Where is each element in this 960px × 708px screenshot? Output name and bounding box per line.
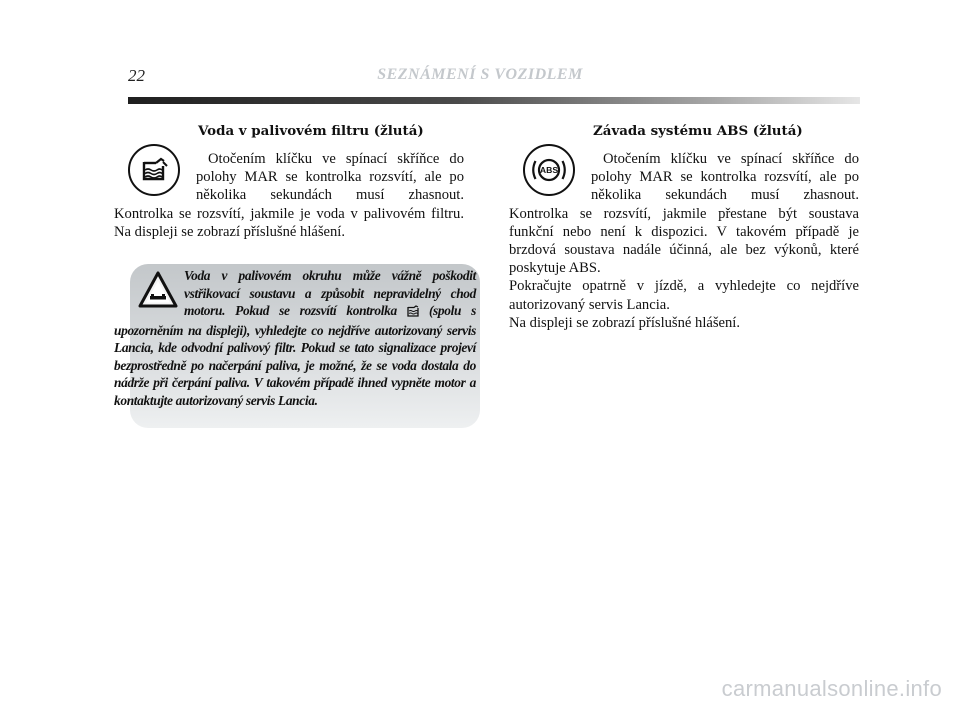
section-title: Závada systému ABS (žlutá): [593, 123, 803, 139]
abs-icon-label: ABS: [539, 165, 559, 176]
note-text-part1: Voda v palivovém okruhu může vážně poškodit vstřikovací soustavu a způsobit nepravidelný chod motoru. Pokud se rozsvítí kontrolka: [184, 268, 476, 318]
water-in-fuel-icon: [128, 144, 180, 196]
section-extra-line: Pokračujte opatrně v jízdě, a vyhledejte co nejdříve autorizovaný servis Lancia.: [509, 278, 859, 313]
note-text-part2: (spolu s upozorněním na displeji), vyhledejte co nejdříve autorizovaný servis Lancia, kde odvodní palivový filtr. Pokud se tato signalizace projeví bezprostředně po načerpání paliva, je možné, že se voda dostala do nádrže při čerpání paliva. V takovém případě ihned vypněte motor a kontaktujte autorizovaný servis Lancia.: [114, 303, 476, 408]
water-in-fuel-icon: [407, 304, 419, 322]
section-body: Otočením klíčku ve spínací skříňce do polohy MAR se kontrolka rozsvítí, ale po několika sekundách musí zhasnout. Kontrolka se rozsvítí, jakmile přestane být soustava funkční nebo není k dispozici. V takovém případě je brzdová soustava nadále účinná, ale bez výkonů, které poskytuje ABS.: [509, 151, 859, 277]
section-water-in-fuel: [114, 122, 464, 241]
section-title: Voda v palivovém filtru (žlutá): [198, 123, 424, 139]
warning-note-text: [114, 267, 476, 409]
section-body: Otočením klíčku ve spínací skříňce do polohy MAR se kontrolka rozsvítí, ale po několika sekundách musí zhasnout. Kontrolka se rozsvítí, jakmile je voda v palivovém filtru. Na displeji se zobrazí příslušné hlášení.: [114, 151, 464, 240]
abs-warning-icon: [523, 144, 575, 196]
running-header: SEZNÁMENÍ S VOZIDLEM: [377, 66, 583, 83]
watermark: carmanualsonline.info: [721, 676, 942, 701]
section-abs-fault: [509, 122, 859, 332]
header-rule: [128, 97, 860, 104]
page-number: 22: [128, 66, 145, 85]
section-extra-line: Na displeji se zobrazí příslušné hlášení.: [509, 314, 741, 331]
